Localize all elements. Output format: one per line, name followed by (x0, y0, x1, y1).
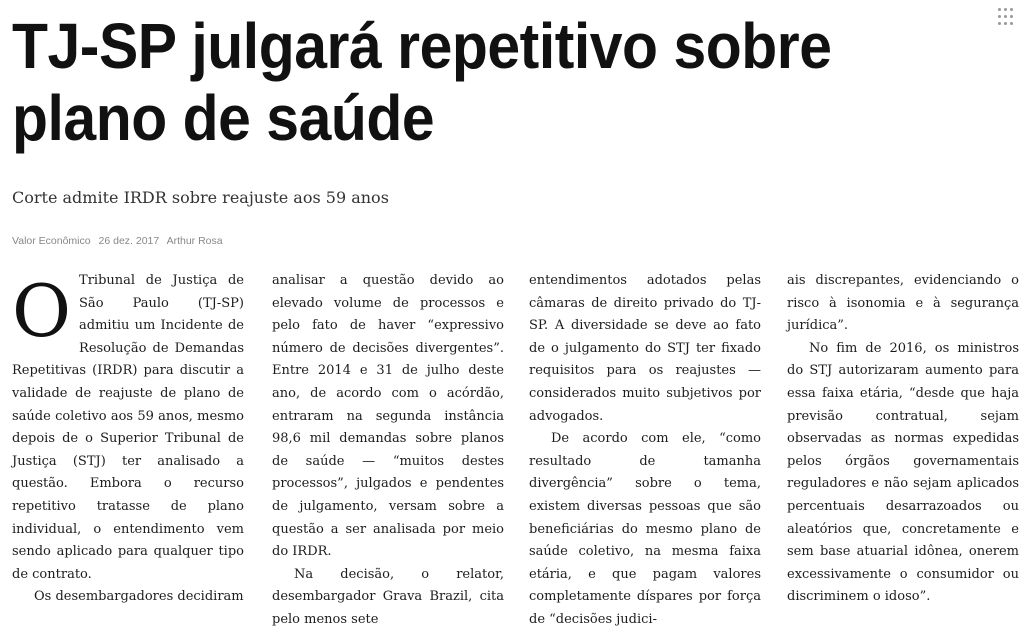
paragraph: entendimentos adotados pelas câmaras de direito privado do TJ-SP. A diversidade se deve ao fato de o julgamento do STJ ter fixado requisitos para os reajustes — considerados muito subjetivos por advogados. (529, 273, 761, 424)
source-name: Valor Econômico (12, 235, 91, 247)
paragraph: analisar a questão devido ao elevado volume de processos e pelo fato de haver “expressivo número de decisões divergentes”. Entre 2014 e 31 de julho deste ano, de acordo com o acórdão, entraram na segunda instância 98,6 mil demandas sobre planos de saúde — “muitos destes processos”, julgados e pendentes de julgamento, versam sobre a questão a ser analisada por meio do IRDR. (272, 273, 504, 560)
author-name: Arthur Rosa (166, 235, 223, 247)
dropcap: O (12, 269, 72, 353)
paragraph: No fim de 2016, os ministros do STJ autorizaram aumento para essa faixa etária, “desde que haja previsão contratual, sejam observadas as normas expedidas pelos órgãos governamentais reguladores e não sejam aplicados percentuais desarrazoados ou aleatórios que, concretamente e sem base atuarial idônea, onerem excessivamente o consumidor ou discriminem o idoso”. (787, 340, 1019, 605)
article-meta (12, 235, 228, 247)
article-column-2 (272, 270, 504, 627)
dots-grid-icon[interactable] (998, 8, 1016, 26)
headline: TJ-SP julgará repetitivo sobre plano de saúde (12, 10, 832, 154)
paragraph: ais discrepantes, evidenciando o risco à isonomia e à segurança jurídica”. (787, 273, 1019, 334)
subtitle: Corte admite IRDR sobre reajuste aos 59 anos (12, 188, 389, 207)
paragraph: Na decisão, o relator, desembargador Grava Brazil, cita pelo menos sete (272, 566, 504, 627)
paragraph: Os desembargadores decidiram (34, 589, 244, 605)
publish-date: 26 dez. 2017 (98, 235, 160, 247)
article-column-1 (12, 269, 244, 605)
article-column-3 (529, 270, 761, 627)
article-column-4 (787, 270, 1019, 605)
paragraph: Tribunal de Justiça de São Paulo (TJ-SP) admitiu um Incidente de Resolução de Demandas Repetitivas (IRDR) para discutir a validade de reajuste de plano de saúde coletivo aos 59 anos, mesmo depois de o Superior Tribunal de Justiça (STJ) ter analisado a questão. Embora o recurso repetitivo tratasse de plano individual, o entendimento vem sendo aplicado para qualquer tipo de contrato. (12, 273, 244, 582)
paragraph: De acordo com ele, “como resultado de tamanha divergência” sobre o tema, existem diversas pessoas que são beneficiárias do mesmo plano de saúde coletivo, na mesma faixa etária, e que pagam valores completamente díspares por força de “decisões judici- (529, 431, 761, 627)
